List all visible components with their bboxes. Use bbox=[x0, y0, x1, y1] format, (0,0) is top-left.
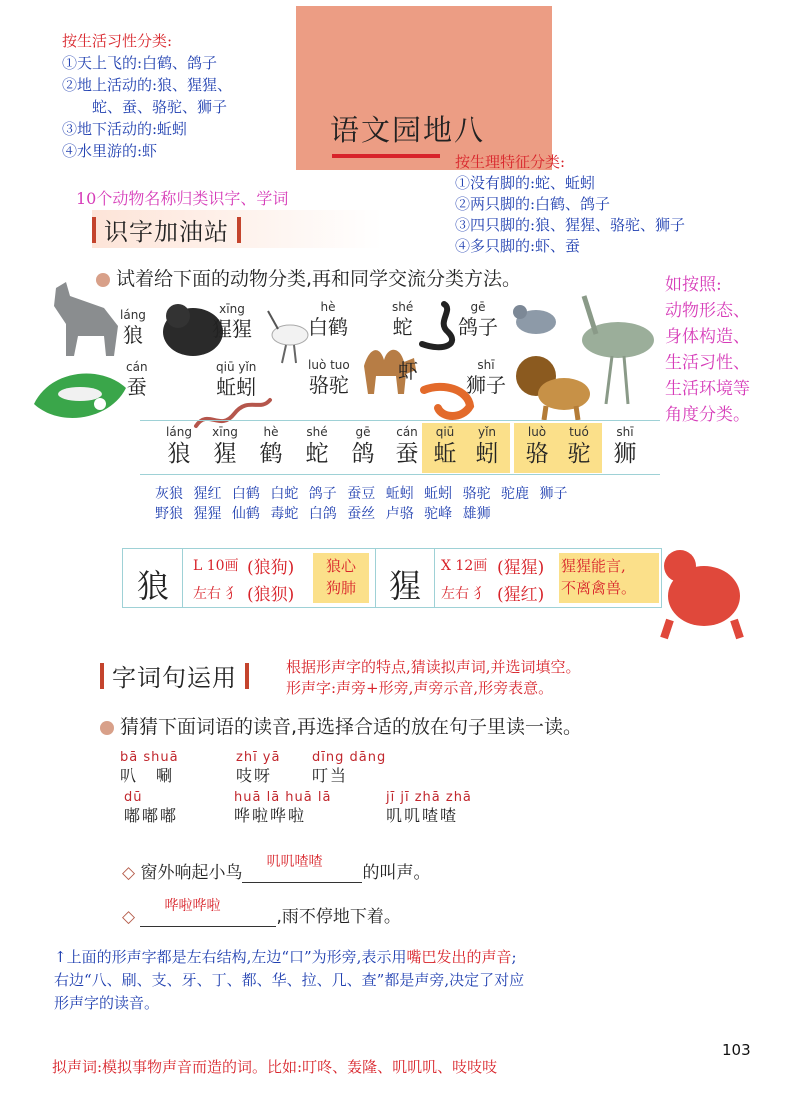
section-bar-right bbox=[237, 217, 241, 243]
label-wolf: láng 狼 bbox=[120, 308, 146, 347]
note-line: ; bbox=[511, 948, 517, 966]
grid-char-lang: 狼 bbox=[136, 567, 169, 605]
note-line: ③地下活动的:蚯蚓 bbox=[62, 120, 188, 138]
strip-char: hè 鹤 bbox=[259, 425, 283, 467]
note-physiology bbox=[455, 152, 685, 257]
note-line: ④多只脚的:虾、蚕 bbox=[455, 237, 581, 255]
strip-char: shé 蛇 bbox=[305, 425, 329, 467]
sentence-2 bbox=[122, 898, 401, 927]
note-phonetic-explain bbox=[54, 946, 774, 1015]
label-camel: luò tuo 骆驼 bbox=[308, 358, 350, 397]
strip-char: xīng 猩 bbox=[212, 425, 238, 467]
word: (狼狗) bbox=[247, 558, 295, 578]
instruction-text: 猜猜下面词语的读音,再选择合适的放在句子里读一读。 bbox=[120, 716, 583, 738]
stroke-count: X 12画 bbox=[441, 558, 488, 574]
word-zhi-ya: zhī yā 吱呀 bbox=[236, 750, 281, 785]
answer-blank[interactable] bbox=[242, 854, 362, 883]
strip-char: yǐn 蚓 bbox=[475, 425, 499, 467]
silkworm-leaf-image bbox=[30, 364, 130, 428]
word: (狼狈) bbox=[247, 585, 295, 605]
character-strip bbox=[140, 420, 660, 475]
word-hua-la: huā lā huā lā 哗啦哗啦 bbox=[234, 790, 332, 825]
word: (猩红) bbox=[497, 585, 545, 605]
section-bar-left bbox=[92, 217, 96, 243]
word-du: dū 嘟嘟嘟 bbox=[124, 790, 179, 825]
word-ba-shua: bā shuā 叭 唰 bbox=[120, 750, 179, 785]
note-line: ④水里游的:虾 bbox=[62, 142, 158, 160]
note-life-habits bbox=[62, 30, 232, 162]
note-phonetic bbox=[286, 657, 581, 699]
label-crane: hè 白鹤 bbox=[308, 300, 348, 339]
note-line: 形声字的读音。 bbox=[54, 994, 160, 1012]
strip-char: qiū 蚯 bbox=[433, 425, 457, 467]
note-line: ①天上飞的:白鹤、鸽子 bbox=[62, 54, 218, 72]
note-line: 生活环境等 bbox=[665, 379, 750, 399]
character-analysis-grid bbox=[122, 548, 662, 608]
note-line: 形声字:声旁+形旁,声旁示音,形旁表意。 bbox=[286, 679, 554, 697]
strip-char: luò 骆 bbox=[525, 425, 549, 467]
label-silkworm: cán 蚕 bbox=[126, 360, 148, 399]
strip-char: tuó 驼 bbox=[567, 425, 591, 467]
grid-char-xing: 猩 bbox=[388, 567, 421, 605]
note-line: ③四只脚的:狼、猩猩、骆驼、狮子 bbox=[455, 216, 686, 234]
title-underline bbox=[332, 154, 440, 158]
stroke-count: L 10画 bbox=[193, 558, 239, 574]
label-lion: shī 狮子 bbox=[466, 358, 506, 397]
note-line: ②两只脚的:白鹤、鸽子 bbox=[455, 195, 611, 213]
note-line: 身体构造、 bbox=[665, 327, 750, 347]
label-shrimp: 虾 bbox=[398, 359, 418, 383]
strip-char: gē 鸽 bbox=[351, 425, 375, 467]
label-gorilla: xīng 猩猩 bbox=[212, 302, 252, 341]
section-bar-right bbox=[245, 663, 249, 689]
answer-blank[interactable] bbox=[140, 898, 276, 927]
title-card bbox=[296, 6, 552, 170]
structure: 左右 犭 bbox=[193, 586, 240, 602]
sentence-text: 窗外响起小鸟 bbox=[140, 863, 243, 883]
word-ding-dang: dīng dāng 叮当 bbox=[312, 750, 387, 785]
page-number: 103 bbox=[722, 1041, 751, 1059]
note-classify-method bbox=[665, 272, 795, 428]
diamond-icon: ◇ bbox=[122, 863, 136, 883]
strip-char: cán 蚕 bbox=[395, 425, 419, 467]
note-line: ②地上活动的:狼、猩猩、 bbox=[62, 76, 233, 94]
note-line: 根据形声字的特点,猜读拟声词,并选词填空。 bbox=[286, 658, 581, 676]
lion-image bbox=[512, 350, 592, 422]
note-line: 右边“八、刷、支、牙、丁、都、华、拉、几、查”都是声旁,决定了对应 bbox=[54, 971, 525, 989]
note-line: 生活习性、 bbox=[665, 353, 750, 373]
answer: 哗啦哗啦 bbox=[164, 898, 221, 914]
instruction-guess bbox=[100, 712, 582, 739]
note-emphasis: 嘴巴发出的声音 bbox=[406, 948, 512, 966]
word-row: 野狼 猩猩 仙鹤 毒蛇 白鸽 蚕丝 卢骆 驼峰 雄狮 bbox=[155, 506, 491, 522]
label-earthworm: qiū yǐn 蚯蚓 bbox=[216, 360, 257, 399]
diamond-icon: ◇ bbox=[122, 907, 136, 927]
instruction-text: 试着给下面的动物分类,再和同学交流分类方法。 bbox=[116, 268, 522, 290]
strip-char: shī 狮 bbox=[613, 425, 637, 467]
wolf-image bbox=[44, 278, 124, 358]
sentence-text: 的叫声。 bbox=[362, 863, 431, 883]
note-line: 角度分类。 bbox=[665, 405, 750, 425]
label-pigeon: gē 鸽子 bbox=[458, 300, 498, 339]
section-header-words bbox=[100, 658, 249, 693]
structure: 左右 犭 bbox=[441, 586, 488, 602]
section-title: 识字加油站 bbox=[104, 218, 229, 246]
answer: 叽叽喳喳 bbox=[266, 854, 323, 870]
monkey-image bbox=[650, 540, 750, 640]
note-title: 按生活习性分类: bbox=[62, 32, 173, 50]
section-bar-left bbox=[100, 663, 104, 689]
note-line: 蛇、蚕、骆驼、狮子 bbox=[62, 98, 228, 116]
note-line: ①没有脚的:蛇、蚯蚓 bbox=[455, 174, 596, 192]
pigeon-image bbox=[508, 296, 560, 340]
note-count: 10个动物名称归类识字、学词 bbox=[76, 189, 289, 208]
strip-char: láng 狼 bbox=[166, 425, 192, 467]
word: (猩猩) bbox=[497, 558, 545, 578]
note-onomatopoeia-def: 拟声词:模拟事物声音而造的词。比如:叮咚、轰隆、叽叽叽、吱吱吱 bbox=[52, 1058, 498, 1076]
idiom: 猩猩能言, 不离禽兽。 bbox=[559, 553, 659, 603]
word-ji-zha: jī jī zhā zhā 叽叽喳喳 bbox=[386, 790, 472, 825]
label-snake: shé 蛇 bbox=[392, 300, 414, 339]
note-line: 动物形态、 bbox=[665, 301, 750, 321]
bullet-icon bbox=[100, 721, 114, 735]
instruction-classify bbox=[96, 264, 521, 291]
note-line: 如按照: bbox=[665, 275, 722, 295]
page-title: 语文园地八 bbox=[330, 113, 486, 147]
section-header-literacy bbox=[92, 212, 241, 247]
note-title: 按生理特征分类: bbox=[455, 153, 566, 171]
section-title: 字词句运用 bbox=[112, 664, 237, 692]
note-line: ↑上面的形声字都是左右结构,左边“口”为形旁,表示用 bbox=[54, 948, 407, 966]
sentence-text: ,雨不停地下着。 bbox=[276, 907, 401, 927]
word-row: 灰狼 猩红 白鹤 白蛇 鸽子 蚕豆 蚯蚓 蚯蚓 骆驼 驼鹿 狮子 bbox=[155, 486, 568, 502]
word-examples bbox=[155, 484, 568, 524]
idiom: 狼心 狗肺 bbox=[313, 553, 369, 603]
sentence-1 bbox=[122, 854, 431, 883]
